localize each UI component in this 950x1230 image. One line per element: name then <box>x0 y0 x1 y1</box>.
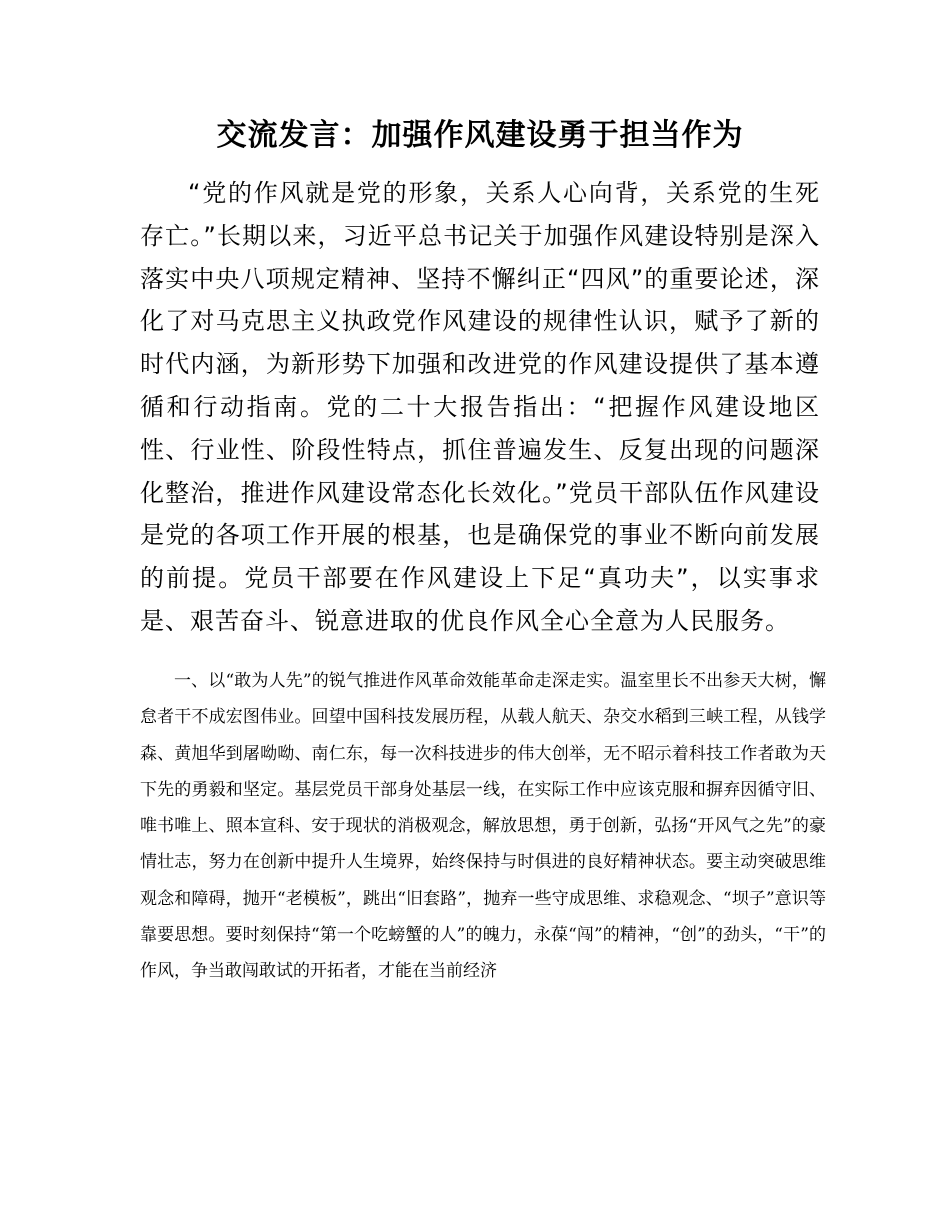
intro-paragraph: “党的作风就是党的形象，关系人心向背，关系党的生死存亡。”长期以来，习近平总书记关于加强作风建设特别是深入落实中央八项规定精神、坚持不懈纠正“四风”的重要论述，深化了对马克思主义执政党作风建设的规律性认识，赋予了新的时代内涵，为新形势下加强和改进党的作风建设提供了基本遵循和行动指南。党的二十大报告指出：“把握作风建设地区性、行业性、阶段性特点，抓住普遍发生、反复出现的问题深化整治，推进作风建设常态化长效化。”党员干部队伍作风建设是党的各项工作开展的根基，也是确保党的事业不断向前发展的前提。党员干部要在作风建设上下足“真功夫”，以实事求是、艰苦奋斗、锐意进取的优良作风全心全意为人民服务。 <box>140 179 820 635</box>
section-one-paragraph: 一、以“敢为人先”的锐气推进作风革命效能革命走深走实。温室里长不出参天大树，懈怠者干不成宏图伟业。回望中国科技发展历程，从载人航天、杂交水稻到三峡工程，从钱学森、黄旭华到屠呦呦、南仁东，每一次科技进步的伟大创举，无不昭示着科技工作者敢为天下先的勇毅和坚定。基层党员干部身处基层一线，在实际工作中应该克服和摒弃因循守旧、唯书唯上、照本宣科、安于现状的消极观念，解放思想，勇于创新，弘扬“开风气之先”的豪情壮志，努力在创新中提升人生境界，始终保持与时俱进的良好精神状态。要主动突破思维观念和障碍，抛开“老模板”，跳出“旧套路”，抛弃一些守成思维、求稳观念、“坝子”意识等靠要思想。要时刻保持“第一个吃螃蟹的人”的魄力，永葆“闯”的精神，“创”的劲头，“干”的作风，争当敢闯敢试的开拓者，才能在当前经济 <box>140 671 826 982</box>
document-title: 交流发言：加强作风建设勇于担当作为 <box>216 118 744 153</box>
